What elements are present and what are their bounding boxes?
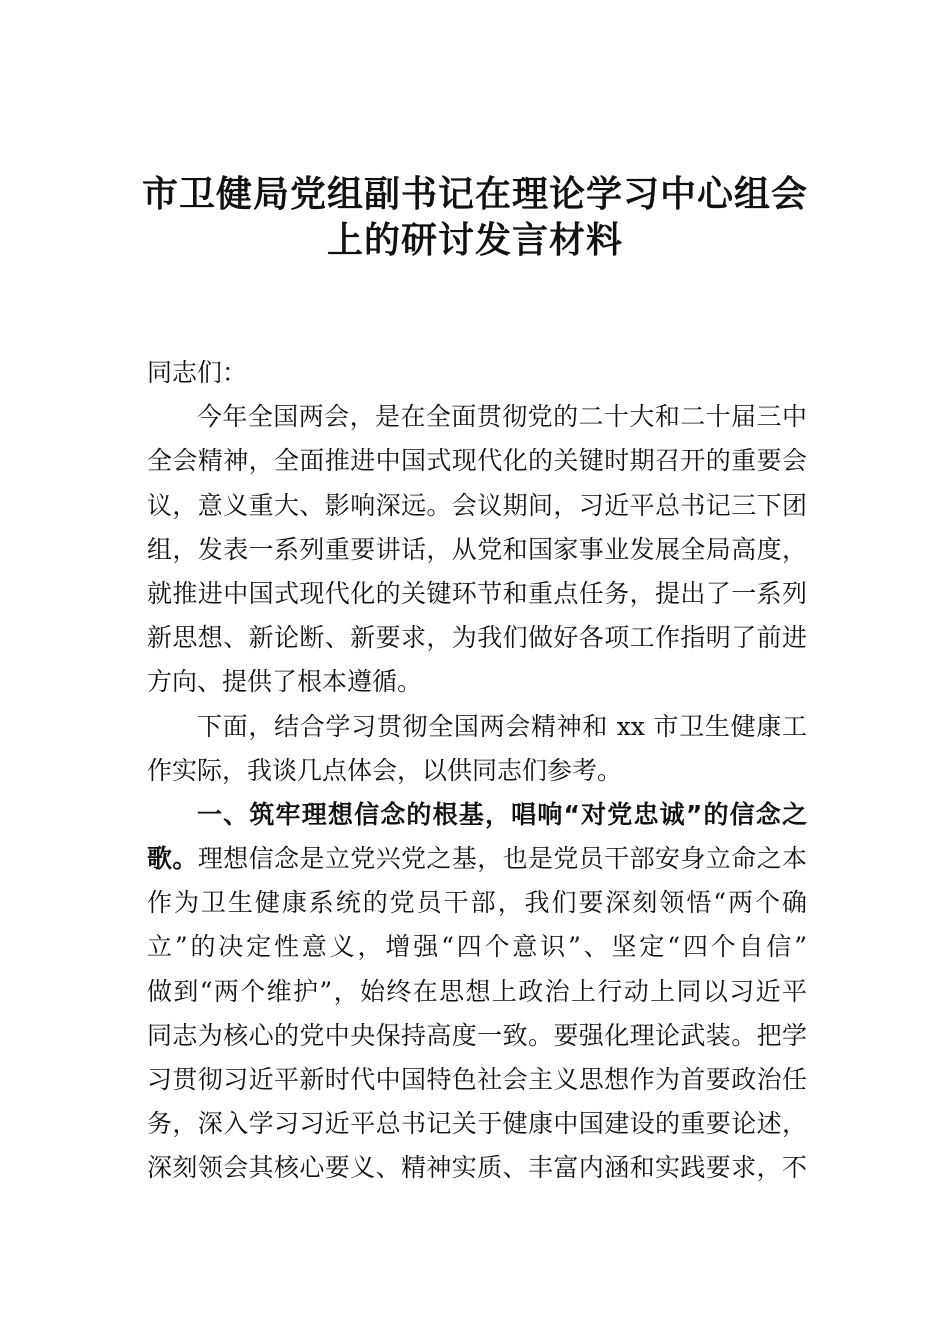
paragraph-line (147, 837, 807, 881)
paragraph-line: 新思想、新论断、新要求，为我们做好各项工作指明了前进 (147, 623, 807, 653)
paragraph-line: 做到“两个维护”，始终在思想上政治上行动上同以习近平 (147, 976, 807, 1006)
paragraph-line: 议，意义重大、影响深远。会议期间，习近平总书记三下团 (147, 490, 807, 520)
paragraph-line: 下面，结合学习贯彻全国两会精神和 xx 市卫生健康工 (197, 711, 807, 741)
paragraph-line: 习贯彻习近平新时代中国特色社会主义思想作为首要政治任 (147, 1065, 807, 1094)
section-heading-line: 一、筑牢理想信念的根基，唱响“对党忠诚”的信念之 (197, 799, 807, 829)
document-body (147, 351, 807, 1191)
paragraph-text: 理想信念是立党兴党之基，也是党员干部安身立命之本 (197, 844, 807, 874)
section-heading-end: 歌。 (147, 844, 198, 874)
document-title-line-2: 上的研讨发言材料 (326, 219, 623, 261)
paragraph-line: 就推进中国式现代化的关键环节和重点任务，提出了一系列 (147, 578, 807, 608)
paragraph-line: 深刻领会其核心要义、精神实质、丰富内涵和实践要求，不 (147, 1153, 807, 1183)
paragraph-line: 组，发表一系列重要讲话，从党和国家事业发展全局高度， (147, 534, 807, 564)
paragraph-line: 全会精神，全面推进中国式现代化的关键时期召开的重要会 (147, 446, 807, 476)
paragraph-line: 立”的决定性意义，增强“四个意识”、坚定“四个自信” (147, 932, 807, 962)
paragraph-line: 务，深入学习习近平总书记关于健康中国建设的重要论述， (147, 1109, 807, 1139)
paragraph-line: 方向、提供了根本遵循。 (147, 667, 423, 697)
paragraph-line: 作实际，我谈几点体会，以供同志们参考。 (147, 755, 623, 785)
paragraph-line: 今年全国两会，是在全面贯彻党的二十大和二十届三中 (197, 402, 807, 432)
paragraph-line: 作为卫生健康系统的党员干部，我们要深刻领悟“两个确 (147, 888, 807, 918)
document-title-line-1: 市卫健局党组副书记在理论学习中心组会 (141, 173, 808, 215)
paragraph-line: 同志为核心的党中央保持高度一致。要强化理论武装。把学 (147, 1020, 807, 1050)
salutation: 同志们： (147, 358, 248, 387)
